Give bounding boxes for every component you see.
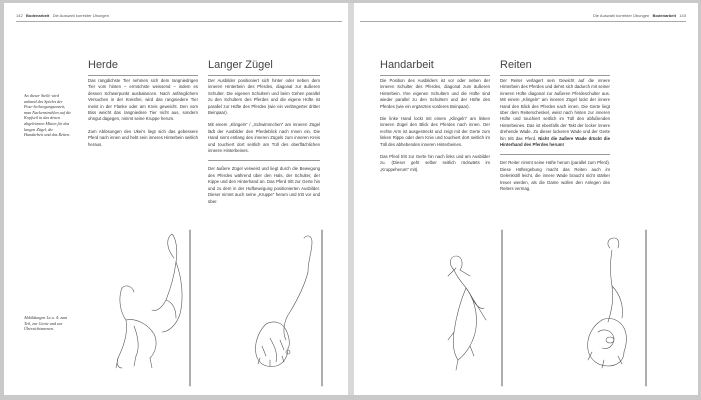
heading-rule-herde — [88, 75, 198, 76]
in-hand-sketch — [414, 228, 514, 388]
heading-rule-langer-zuegel — [208, 75, 320, 76]
langer-zuegel-text-column — [208, 78, 320, 211]
right-page-number: 143 — [679, 13, 686, 18]
herde-paragraph: Zum Ablösungen des Ukei's liegt sich das gebessere Pferd nach innen und hebt sein inneres Hinterbein seitlich heraus. — [88, 128, 198, 147]
langer-zuegel-paragraph: Der äußere Zügel verweist und liegt durch die Bewegung des Pferdes während über den Hals, der Schulter, der Kippe und den Hinterhand an. Das Pferd tritt zur Gerte hin und zu dem in der Hufbewegung positionierten Ausbilder. Dieser nimmt auch seine „Kruppe“ herum und tritt vor und über. — [208, 166, 320, 204]
paragraph-divider — [500, 154, 610, 155]
rider-sketch — [552, 228, 662, 388]
heading-rule-reiten — [500, 75, 610, 76]
paragraph-divider — [208, 160, 320, 161]
right-running-head — [593, 13, 686, 18]
reiten-bold-sentence: Nicht die äußere Wade drückt die Hinterhand des Pferdes herum! — [500, 135, 610, 148]
handarbeit-text-column — [380, 78, 490, 179]
long-rein-sketch — [236, 228, 336, 388]
left-page-number: 142 — [16, 13, 23, 18]
right-page — [354, 3, 698, 395]
right-header-rule — [360, 21, 686, 22]
reiten-paragraph — [500, 78, 610, 148]
left-page — [4, 3, 348, 395]
herde-text-column — [88, 78, 198, 154]
herde-paragraph: Das rangdichste Tier nehmen sich dem rangniedrigen Tier vom hinten – ermöchste weissend – indem es dessen Schwerpunkt ausbalancen. Nach anfänglichem Versuchen in der Kreisfrei, wird das rangniedere Tier meist in der Flanke oder am Kreis geweicht. Den vom Biss weicht das rangniedere Tier nicht aus, sondern ohngut dagegen, nimmt seine Kruppe herum. — [88, 78, 198, 122]
left-running-chapter: Die Auswahl korrekter Übungen — [52, 13, 109, 18]
horse-pair-sketch — [104, 228, 204, 388]
reiten-text-column — [500, 78, 610, 199]
handarbeit-paragraph: Das Pferd tritt zur Gerte hin nach links und am Ausbilder zu. (Dieser geht selber seitlich rückwärts im „Kruppeherum“ mit). — [380, 154, 490, 172]
side-caption-top: An dieser Stelle wird anhand des Spieles der Pose-Seilwegungsenzeit, man Nackenstrahlen auf die Kopfseil in das denen abgeleimten Mitten für das langen Zügel, die Handarbeit und das Reiten. — [24, 93, 72, 138]
heading-handarbeit: Handarbeit — [380, 59, 434, 71]
right-running-chapter: Die Auswahl korrekter Übungen — [593, 13, 650, 18]
left-running-head — [16, 13, 109, 18]
left-header-rule — [16, 21, 342, 22]
heading-reiten: Reiten — [500, 59, 532, 71]
handarbeit-paragraph: Die Position des Ausbilders ist vor oder neben der inneren Schulter des Pferdes, diagonal zum äußeren Hinterbein. Ihre eigenen Schultern und die Hüfte sind wieder parallel zu den Schultern und der Hüfte des Pferdes (wie ein ergänztes vorderes Beinpaar). — [380, 78, 490, 109]
left-running-section: Bodenarbeit — [26, 13, 50, 18]
langer-zuegel-paragraph: Mit einem „Klingeln“ / „Schwimmchen“ am inneren Zügel lädt der Ausbilder den Pferdeblick nach Innen ein. Die Hand sinnt entlang des inneren Zügels zum inneren Kreis und touchiert dort seitlich am Tüll des oberflächlichen inneren Hinterbeines. — [208, 122, 320, 154]
langer-zuegel-paragraph: Der Ausbilder positioniert sich hinter oder neben dem inneren Hinterbein des Pferdes, diagonal zur äußeren Schulter. Die eigenen Schultern und beim Gehen parallel zu den Schultern des Pferdes und die eigene Hüfte ist parallel zur Hüfte des Pferdes (wie ein verlängerter dritter Beinpaar). — [208, 78, 320, 116]
heading-langer-zuegel: Langer Zügel — [208, 59, 273, 71]
side-caption-bottom: Abbildungen 1a u. 4: zum Teil, zur Genie und zur Übersichtsmenen. — [24, 315, 68, 332]
heading-rule-handarbeit — [380, 75, 490, 76]
reiten-paragraph-text: Der Reiter verlagert sein Gewicht auf die innere Hinterbein des Pferdes und dehnt sich dadurch mit seiner inneren Hüfte diagonal zur äußeren Pferdeschulter aus. Mit einem „Klingeln“ am inneren Zügel lockt der innere Hand den Blick des Pferdes nach innen. Die Gerte liegt über dem Reiterschenkel, weist nach hinten zur inneren Hüfte und touchiert seitlich im Tüll des abfußenden Hinterbeines. Das ist ebenfalls der Takt der locker innere drehende Wade. Zu dieser lockeren Wade und der Gerte hin tritt das Pferd. — [500, 78, 610, 141]
handarbeit-paragraph: Die linke Hand lockt mit einem „Klingeln“ am linken inneren Zügel den Blick des Pferdes nach innen. Der rechte Arm ist ausgestreckt und zeigt mit der Gerte zum linken Rippe oder dem Knie und touchiert dort seitlich im Tüll des abhebenden inneren Hinterbeines. — [380, 116, 490, 147]
right-running-section: Bodenarbeit — [652, 13, 676, 18]
reiten-paragraph: Der Reiter nimmt seine Hüfte herum (parallel zum Pferd). Diese Hüftergebung macht das Reiten auch im Gelenkstill leicht, die innere Wade braucht nicht stärker treuer werden, als die Dame wollen den Anlegen des Reiters vermag. — [500, 160, 610, 192]
heading-herde: Herde — [88, 59, 118, 71]
